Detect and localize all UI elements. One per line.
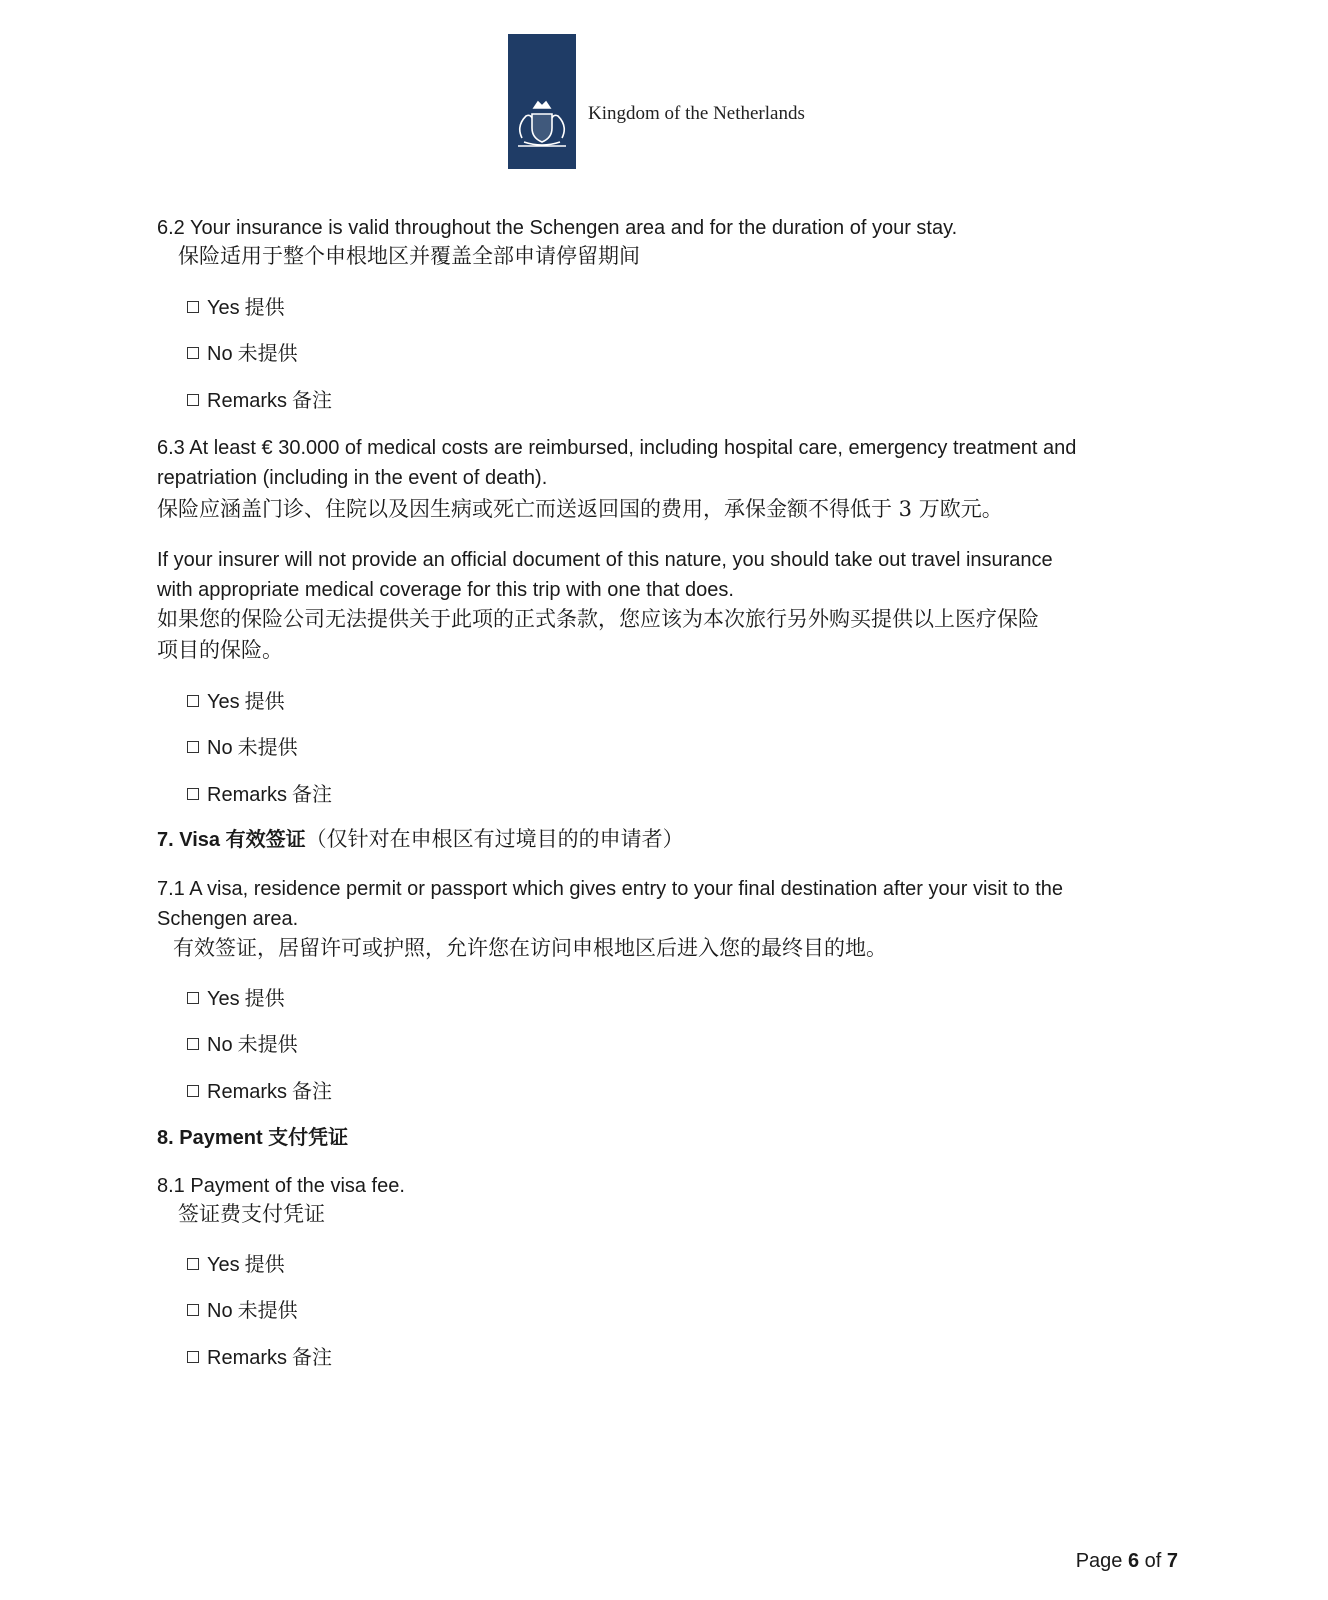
- section-6-3-text-en-2: repatriation (including in the event of death).: [157, 467, 548, 489]
- option-remarks[interactable]: Remarks 备注: [187, 1345, 332, 1370]
- section-7-1-text-en-2: Schengen area.: [157, 908, 299, 930]
- checkbox-icon[interactable]: [187, 301, 199, 313]
- netherlands-coat-of-arms-icon: [508, 34, 576, 169]
- checkbox-icon[interactable]: [187, 741, 199, 753]
- section-6-2-text-cn: 保险适用于整个申根地区并覆盖全部申请停留期间: [178, 244, 640, 268]
- option-no[interactable]: No 未提供: [187, 1032, 298, 1057]
- section-6-3-text-en-1: 6.3 At least € 30.000 of medical costs are reimbursed, including hospital care, emergency treatment and: [157, 437, 1077, 459]
- section-8-1-text-en: 8.1 Payment of the visa fee.: [157, 1175, 405, 1197]
- option-yes[interactable]: Yes 提供: [187, 986, 285, 1011]
- section-6-3-note-en-2: with appropriate medical coverage for this trip with one that does.: [157, 579, 734, 601]
- option-remarks[interactable]: Remarks 备注: [187, 782, 332, 807]
- org-name: Kingdom of the Netherlands: [588, 103, 805, 124]
- checkbox-icon[interactable]: [187, 1085, 199, 1097]
- section-6-3-note-cn-1: 如果您的保险公司无法提供关于此项的正式条款，您应该为本次旅行另外购买提供以上医疗保险: [157, 607, 1039, 631]
- option-remarks[interactable]: Remarks 备注: [187, 1079, 332, 1104]
- page-number: Page 6 of 7: [1075, 1550, 1178, 1572]
- option-yes[interactable]: Yes 提供: [187, 295, 285, 320]
- option-yes[interactable]: Yes 提供: [187, 689, 285, 714]
- section-6-3-note-cn-2: 项目的保险。: [157, 638, 283, 662]
- option-no[interactable]: No 未提供: [187, 1298, 298, 1323]
- section-8-heading: 8. Payment 支付凭证: [157, 1125, 349, 1149]
- checkbox-icon[interactable]: [187, 992, 199, 1004]
- option-yes[interactable]: Yes 提供: [187, 1252, 285, 1277]
- logo-block: [508, 34, 576, 169]
- checkbox-icon[interactable]: [187, 1304, 199, 1316]
- checkbox-icon[interactable]: [187, 788, 199, 800]
- checkbox-icon[interactable]: [187, 695, 199, 707]
- section-7-heading: 7. Visa 有效签证（仅针对在申根区有过境目的的申请者）: [157, 827, 684, 851]
- section-8-1-text-cn: 签证费支付凭证: [178, 1202, 325, 1226]
- checkbox-icon[interactable]: [187, 394, 199, 406]
- checkbox-icon[interactable]: [187, 1038, 199, 1050]
- option-no[interactable]: No 未提供: [187, 341, 298, 366]
- section-6-3-text-cn: 保险应涵盖门诊、住院以及因生病或死亡而送返回国的费用，承保金额不得低于 3 万欧元。: [157, 497, 1003, 521]
- section-6-2-text-en: 6.2 Your insurance is valid throughout the Schengen area and for the duration of your stay.: [157, 217, 958, 239]
- section-7-1-text-en-1: 7.1 A visa, residence permit or passport which gives entry to your final destination after your visit to the: [157, 878, 1064, 900]
- checkbox-icon[interactable]: [187, 1351, 199, 1363]
- checkbox-icon[interactable]: [187, 347, 199, 359]
- section-6-3-note-en-1: If your insurer will not provide an official document of this nature, you should take out travel insurance: [157, 549, 1053, 571]
- checkbox-icon[interactable]: [187, 1258, 199, 1270]
- section-7-1-text-cn: 有效签证，居留许可或护照，允许您在访问申根地区后进入您的最终目的地。: [173, 936, 887, 960]
- option-remarks[interactable]: Remarks 备注: [187, 388, 332, 413]
- option-no[interactable]: No 未提供: [187, 735, 298, 760]
